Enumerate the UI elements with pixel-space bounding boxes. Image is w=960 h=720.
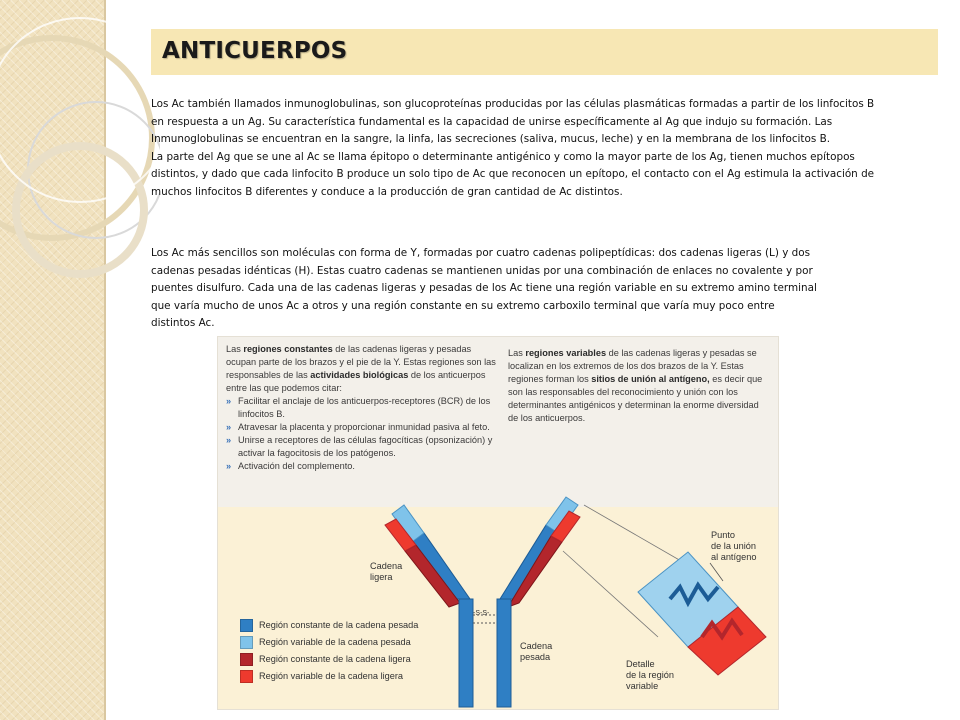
antibody-figure: [217, 336, 779, 710]
binding-site-label: Punto de la unión al antígeno: [711, 530, 757, 562]
text-bold: regiones variables: [525, 348, 607, 358]
legend-item: [240, 653, 411, 667]
text-segment: de los anticuerpos entre las que podemos citar:: [226, 370, 486, 393]
heavy-chain-label: Cadena pesada: [520, 641, 553, 662]
paragraph-structure: Los Ac más sencillos son moléculas con forma de Y, formadas por cuatro cadenas polipeptídicas: dos cadenas ligeras (L) y dos cadenas pesadas idénticas (H). Estas cuatro cadenas se mantienen unidas por una combinación de enlaces no covalente y por puentes disulfuro. Cada una de las cadenas ligeras y pesadas de los Ac tiene una región variable en su extremo amino terminal que varía mucho de unos Ac a otros y una región constante en su extremo carboxilo terminal que varía muy poco entre distintos Ac.: [151, 247, 817, 329]
heavy-chain-stem-right: [497, 599, 511, 707]
detail-label: Detalle de la región variable: [626, 659, 675, 691]
bullet-item: » Activación del complemento.: [226, 460, 501, 473]
legend-label: Región constante de la cadena pesada: [259, 619, 419, 630]
bullet-item: » Unirse a receptores de las células fagocíticas (opsonización) y activar la fagocitosis de los patógenos.: [226, 434, 501, 460]
bullet-item: » Atravesar la placenta y proporcionar inmunidad pasiva al feto.: [226, 421, 501, 434]
text-segment: de las cadenas ligeras y pesadas ocupan parte de los brazos y el pie de la Y. Estas regiones son las responsables de las: [226, 344, 496, 380]
legend-swatch: [240, 619, 253, 632]
heavy-chain-stem-left: [459, 599, 473, 707]
text-bold: regiones constantes: [243, 344, 333, 354]
legend-swatch: [240, 653, 253, 666]
paragraph-intro: Los Ac también llamados inmunoglobulinas, son glucoproteínas producidas por las células plasmáticas formadas a partir de los linfocitos B en respuesta a un Ag. Su característica fundamental es la capacidad de unirse específicamente al Ag que indujo su formación. Las Inmunoglobulinas se encuentran en la sangre, la linfa, las secreciones (saliva, mucus, leche) y en la membrana de los linfocitos B. La parte del Ag que se une al Ac se llama épitopo o determinante antigénico y como la mayor parte de los Ag, tienen muchos epítopos distintos, y dado que cada linfocito B produce un solo tipo de Ac que reconocen un epítopo, el contacto con el Ag estimula la activación de muchos linfocitos B diferentes y conduce a la producción de gran cantidad de Ac distintos.: [151, 98, 875, 198]
variable-region-detail: [638, 552, 766, 675]
bullet-item: » Facilitar el anclaje de los anticuerpos-receptores (BCR) de los linfocitos B.: [226, 395, 501, 421]
text-segment: Las: [508, 348, 526, 358]
light-chain-label: Cadena ligera: [370, 561, 403, 582]
legend-swatch: [240, 636, 253, 649]
text-segment: de las cadenas ligeras y pesadas se localizan en los extremos de los dos brazos de la Y. Estas regiones forman los: [508, 348, 757, 384]
text-bold: actividades biológicas: [310, 370, 409, 380]
text-segment: Las: [226, 344, 244, 354]
decorative-rings: [0, 0, 160, 360]
legend-swatch: [240, 670, 253, 683]
legend-label: Región variable de la cadena ligera: [259, 670, 404, 681]
legend-label: Región variable de la cadena pesada: [259, 636, 411, 647]
text-bold: sitios de unión al antígeno,: [591, 374, 710, 384]
slide-title: ANTICUERPOS: [162, 38, 348, 64]
disulfide-bond-label: -S-S-: [473, 610, 490, 617]
legend-item: [240, 670, 403, 684]
text-segment: es decir que son las responsables del reconocimiento y unión con los determinantes antigénicos y determinan la enorme diversidad de los anticuerpos.: [508, 374, 763, 423]
legend-label: Región constante de la cadena ligera: [259, 653, 411, 664]
legend-item: [240, 619, 418, 633]
legend-item: [240, 636, 411, 650]
